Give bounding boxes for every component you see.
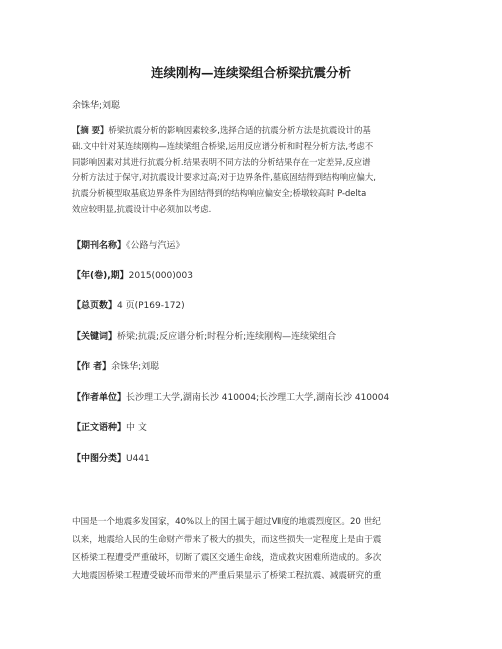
body-paragraph	[72, 513, 434, 585]
field-total-pages: 【总页数】4 页(P169-172)	[72, 301, 185, 311]
page-title: 连续刚构—连续梁组合桥梁抗震分析	[150, 65, 351, 80]
abstract-line: 效应较明显,抗震设计中必须加以考虑.	[72, 203, 212, 214]
body-line: 大地震因桥梁工程遭受破坏而带来的严重后果显示了桥梁工程抗震、减震研究的重	[72, 571, 382, 581]
field-affiliation: 【作者单位】长沙理工大学,湖南长沙 410004;长沙理工大学,湖南长沙 410004	[72, 393, 390, 403]
body-line: 中国是一个地震多发国家，40%以上的国土属于超过Ⅶ度的地震烈度区。20 世纪	[72, 517, 381, 527]
authors-line: 余铢华;刘聪	[72, 101, 121, 111]
field-keywords: 【关键词】桥梁;抗震;反应谱分析;时程分析;连续刚构—连续梁组合	[72, 332, 337, 342]
abstract-line: 分析方法过于保守,对抗震设计要求过高;对于边界条件,墓底固结得到结构响应偏大,	[72, 172, 376, 183]
abstract-line: 抗震分析模型取基底边界条件为固结得到的结构响应偏安全;桥墩较高时 P-delta	[72, 188, 367, 199]
field-authors: 【作 者】余铢华;刘聪	[72, 362, 160, 372]
body-line: 以来，地震给人民的生命财产带来了极大的损失，而这些损失一定程度上是由于震	[72, 535, 382, 545]
abstract-block	[72, 123, 434, 218]
field-language: 【正文语种】中 文	[72, 423, 147, 433]
abstract-line: 【摘 要】桥梁抗震分析的影响因素较多,选择合适的抗震分析方法是抗震设计的基	[72, 125, 371, 135]
abstract-label: 【摘 要】	[72, 125, 109, 135]
field-journal-name: 【期刊名称】《公路与汽运》	[72, 241, 185, 251]
body-line: 区桥梁工程遭受严重破坏，切断了震区交通生命线，造成救灾困难所造成的。多次	[72, 553, 382, 563]
abstract-line: 同影响因素对其进行抗震分析.结果表明不同方法的分析结果存在一定差异,反应谱	[72, 156, 371, 167]
field-classification: 【中图分类】U441	[72, 454, 150, 464]
field-year-volume-issue: 【年(卷),期】2015(000)003	[72, 271, 193, 281]
abstract-line: 础.文中针对某连续刚构—连续梁组合桥梁,运用反应谱分析和时程分析方法,考虑不	[72, 140, 374, 151]
